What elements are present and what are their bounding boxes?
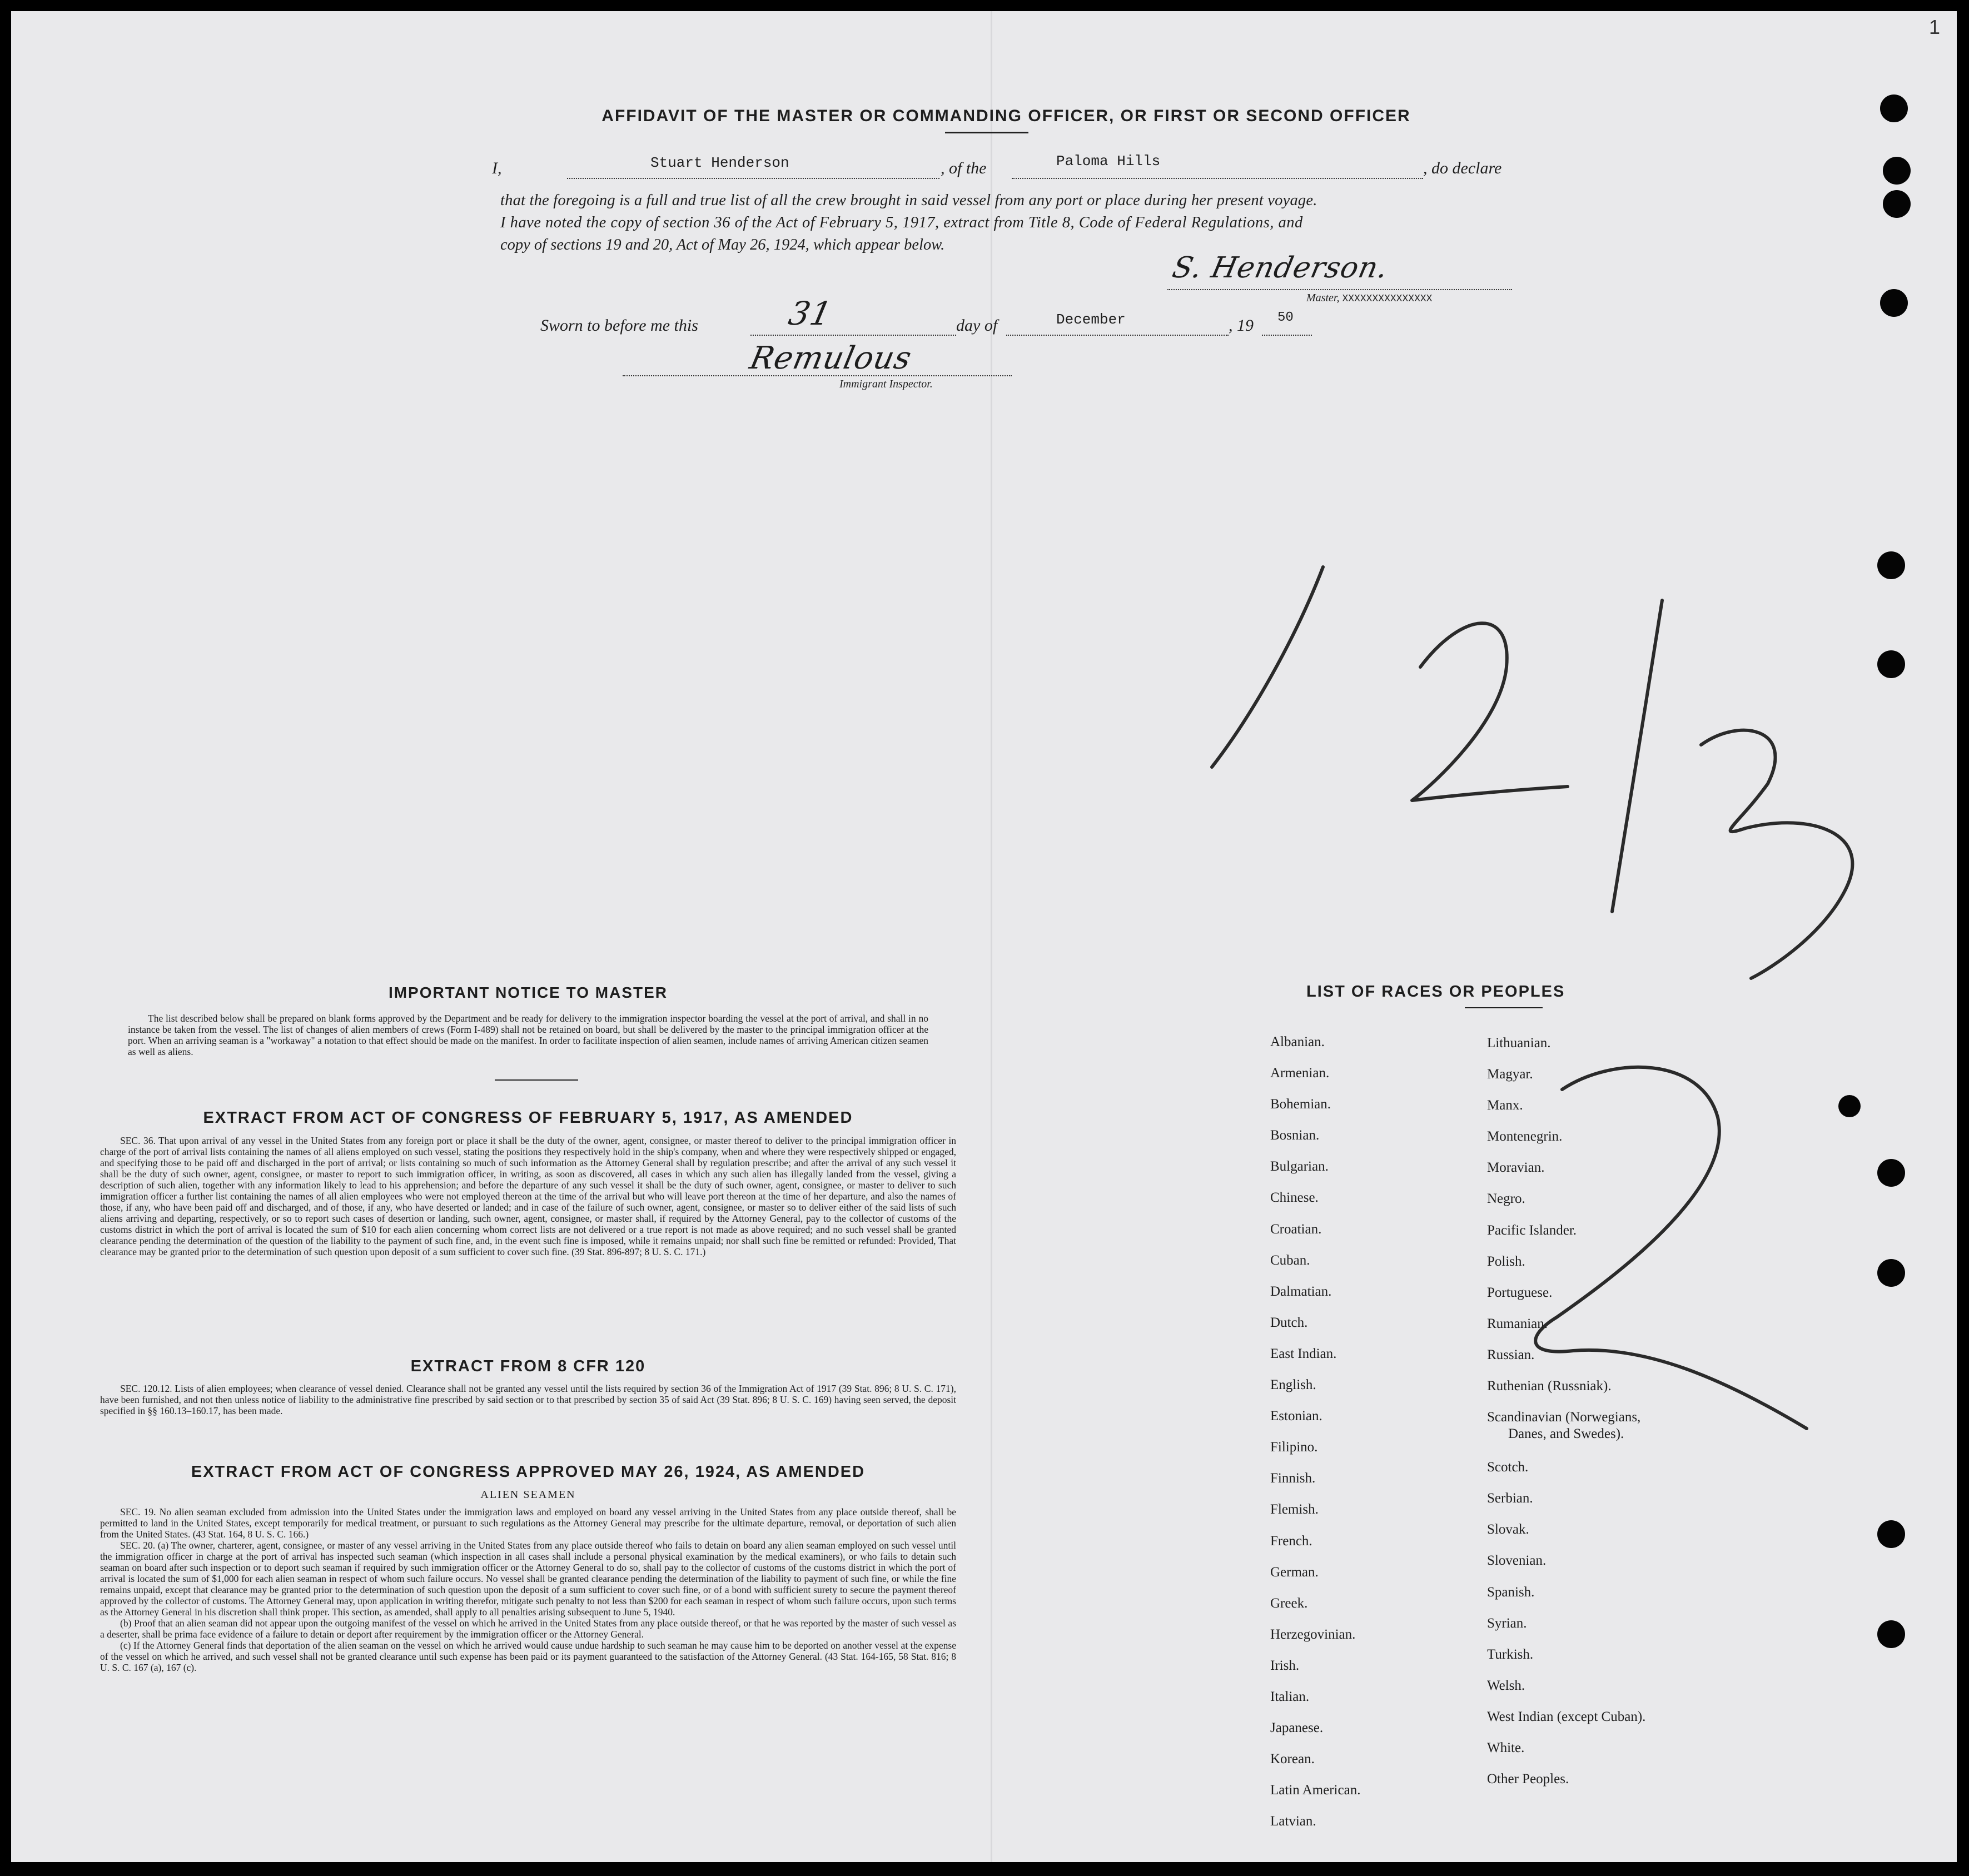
sworn-month: December: [1056, 311, 1126, 328]
affidavit-line-4: copy of sections 19 and 20, Act of May 26, 1924, which appear below.: [500, 236, 945, 253]
race-item: Scotch.: [1487, 1460, 1529, 1475]
race-item: Finnish.: [1270, 1471, 1316, 1486]
extract-8cfr-title: EXTRACT FROM 8 CFR 120: [410, 1357, 646, 1375]
race-item: Dutch.: [1270, 1315, 1308, 1330]
extract-1917-title: EXTRACT FROM ACT OF CONGRESS OF FEBRUARY 5, 1917, AS AMENDED: [203, 1109, 853, 1127]
affidavit-line-3: I have noted the copy of section 36 of the Act of February 5, 1917, extract from Title 8, Code of Federal Regulations, and: [500, 214, 1303, 231]
race-item: Moravian.: [1487, 1160, 1545, 1176]
of-the-label: , of the: [941, 159, 987, 177]
race-item: Bosnian.: [1270, 1128, 1320, 1143]
race-item: Herzegovinian.: [1270, 1626, 1356, 1642]
extract-1924-p2: SEC. 20. (a) The owner, charterer, agent, consignee, or master of any vessel arriving in the United States from any place outside thereof who fails to detain on board any alien seaman employed on such vessel until the immigration officer in charge at the port of arrival has inspected such seaman (which inspection in all cases shall include a personal physical examination by the medical examiners), or who fails to detain such seaman on board after such inspection or to deport such seaman if required by such immigration officer or the Attorney General to do so, shall pay to the collector of customs of the customs district in which the port of arrival is located the sum of $1,000 for each alien seaman in respect of whom such failure occurs. No vessel shall be granted clearance pending the determination of the liability to payment of such fine, or while the fine remains unpaid, except that clearance may be granted prior to the determination of such question upon the deposit of a sum sufficient to cover such fine, or of a bond with sufficient surety to secure the payment thereof approved by the collector of customs. The Attorney General may, upon application in writing therefor, mitigate such penalty to not less than $200 for each seaman in respect of whom such failure occurs, upon such terms as the Attorney General in his discretion shall think proper. This section, as amended, shall apply to all penalties arising subsequent to June 5, 1940.: [100, 1540, 956, 1618]
race-item: Filipino.: [1270, 1440, 1318, 1455]
master-name: Stuart Henderson: [650, 155, 789, 171]
race-item: Latin American.: [1270, 1783, 1361, 1798]
race-item: Japanese.: [1270, 1720, 1324, 1736]
sworn-label: Sworn to before me this: [540, 316, 698, 335]
extract-1917-paragraph: SEC. 36. That upon arrival of any vessel in the United States from any foreign port or place it shall be the duty of the owner, agent, consignee, or master thereof to deliver to the principal immigration officer in charge of the port of arrival lists containing the names of all aliens employed on such vessel, stating the positions they respectively hold in the ship's company, when and where they were respectively shipped or engaged, and specifying those to be paid off and discharged in the port of arrival; or lists containing so much of such information as the Attorney General shall by regulation prescribe; and after the arrival of any such vessel it shall be the duty of such owner, agent, consignee, or master to report to such immigration officer, in writing, as soon as discovered, all cases in which any such alien has illegally landed from the vessel, giving a description of such alien, together with any information likely to lead to his apprehension; and before the departure of any such vessel it shall be the duty of such owner, agent, consignee, or master to deliver to such immigration officer a further list containing the names of all alien employees who were not employed thereon at the time of the arrival but who will leave port thereon at the time of her departure, and also the names of those, if any, who have been paid off and discharged, and of those, if any, who have deserted or landed; and in case of the failure of such owner, agent, consignee, or master so to deliver either of the said lists of such aliens arriving and departing, respectively, or so to report such cases of desertion or landing, such owner, agent, consignee, or master shall, if required by the Attorney General, pay to the collector of customs of the customs district in which the port of arrival is located the sum of $10 for each alien concerning whom correct lists are not delivered or a true report is not made as above required; and no such vessel shall be granted clearance pending the determination of the question of the liability to the payment of such fine, and, in the event such fine is imposed, while it remains unpaid; nor shall such fine be remitted or refunded: Provided, That clearance may be granted prior to the determination of such question upon deposit of a sum sufficient to cover such fine. (39 Stat. 896-897; 8 U. S. C. 171.): [100, 1135, 956, 1257]
extract-1924-p1: SEC. 19. No alien seaman excluded from admission into the United States under the immigration laws and employed on board any vessel arriving in the United States from any place outside thereof, shall be permitted to land in the United States, except temporarily for medical treatment, or pursuant to such regulations as the Attorney General may prescribe for the ultimate departure, removal, or deportation of such alien from the United States. (43 Stat. 164, 8 U. S. C. 166.): [100, 1506, 956, 1540]
affidavit-title: AFFIDAVIT OF THE MASTER OR COMMANDING OFFICER, OR FIRST OR SECOND OFFICER: [601, 107, 1411, 125]
extract-1924-p4: (c) If the Attorney General finds that deportation of the alien seaman on the vessel on which he arrived would cause undue hardship to such seaman he may cause him to be deported on another vessel at the expense of the vessel on which he arrived, and such vessel shall not be granted clearance until such expense has been paid or its payment guaranteed to the satisfaction of the Attorney General. (43 Stat. 164-165, 58 Stat. 816; 8 U. S. C. 167 (a), 167 (c).: [100, 1640, 956, 1673]
race-item-scandinavian: [1487, 1409, 1645, 1459]
race-item: Portuguese.: [1487, 1285, 1553, 1300]
extract-1924-subtitle: ALIEN SEAMEN: [480, 1489, 576, 1501]
race-item: Croatian.: [1270, 1221, 1322, 1237]
document-page: [11, 11, 1957, 1862]
races-rule: [1465, 1007, 1543, 1008]
race-item: Armenian.: [1270, 1066, 1330, 1081]
scandinavian-line-2: Danes, and Swedes).: [1508, 1426, 1624, 1442]
extract-1917-text: [100, 1135, 956, 1257]
vessel-name: Paloma Hills: [1056, 153, 1161, 170]
day-of-label: day of: [956, 316, 998, 335]
race-item: Syrian.: [1487, 1615, 1527, 1631]
race-item: Turkish.: [1487, 1646, 1534, 1662]
handwritten-12-3: [1212, 567, 1852, 978]
year-prefix: , 19: [1229, 316, 1254, 335]
race-item: Negro.: [1487, 1191, 1525, 1207]
race-item: Bohemian.: [1270, 1097, 1331, 1112]
i-label: I,: [492, 159, 502, 177]
race-item: Flemish.: [1270, 1502, 1319, 1517]
extract-1924-text: [100, 1506, 956, 1673]
race-item: White.: [1487, 1740, 1525, 1755]
extract-8cfr-paragraph: SEC. 120.12. Lists of alien employees; when clearance of vessel denied. Clearance shall not be granted any vessel until the lists required by section 36 of the Immigration Act of 1917 (39 Stat. 896; 8 U. S. C. 171), have been furnished, and not then unless notice of liability to the administrative fine prescribed by said section or to that prescribed by section 35 of said Act (39 Stat. 896; 8 U. S. C. 169) having seen served, the deposit specified in §§ 160.13–160.17, has been made.: [100, 1383, 956, 1416]
race-item: Manx.: [1487, 1098, 1523, 1113]
race-item: German.: [1270, 1564, 1319, 1580]
race-item: Rumanian.: [1487, 1316, 1548, 1331]
corner-mark: 1: [1928, 16, 1940, 38]
races-title: LIST OF RACES OR PEOPLES: [1306, 983, 1565, 1001]
inspector-label: Immigrant Inspector.: [839, 378, 933, 390]
extract-8cfr-text: [100, 1383, 956, 1416]
race-item: English.: [1270, 1377, 1316, 1393]
race-item: Pacific Islander.: [1487, 1222, 1577, 1238]
master-struck-text: XXXXXXXXXXXXXXX: [1342, 293, 1433, 305]
race-item: Slovak.: [1487, 1522, 1529, 1537]
race-item: Latvian.: [1270, 1814, 1316, 1829]
race-item: Slovenian.: [1487, 1553, 1547, 1569]
year-suffix: 50: [1277, 310, 1294, 325]
race-item: Welsh.: [1487, 1678, 1525, 1693]
scandinavian-line-1: Scandinavian (Norwegians,: [1487, 1410, 1641, 1425]
race-item: Russian.: [1487, 1347, 1535, 1362]
sworn-day: 31: [785, 295, 836, 332]
race-item: Dalmatian.: [1270, 1283, 1332, 1299]
master-signature: S. Henderson.: [1169, 251, 1391, 285]
notice-paragraph: The list described below shall be prepared on blank forms approved by the Department and be ready for delivery to the immigration inspector boarding the vessel at the port of arrival, and shall in no instance be taken from the vessel. The list of changes of alien members of crews (Form I-489) shall not be retained on board, but shall be delivered by the master to the principal immigration officer at the port. When an arriving seaman is a "workaway" a notation to that effect should be made on the manifest. In order to facilitate inspection of alien seamen, include names of arriving American citizen seamen as well as aliens.: [128, 1013, 928, 1057]
race-item: Lithuanian.: [1487, 1036, 1551, 1051]
race-item: West Indian (except Cuban).: [1487, 1709, 1646, 1724]
race-item: Serbian.: [1487, 1491, 1533, 1506]
notice-text: [128, 1013, 928, 1057]
affidavit-line-2: that the foregoing is a full and true list of all the crew brought in said vessel from any port or place during her present voyage.: [500, 192, 1317, 209]
race-item: French.: [1270, 1533, 1312, 1549]
race-item: Estonian.: [1270, 1409, 1322, 1424]
race-item: Polish.: [1487, 1253, 1525, 1269]
race-item: Albanian.: [1270, 1034, 1325, 1049]
races-left-column: [1270, 1034, 1360, 1844]
extract-1924-title: EXTRACT FROM ACT OF CONGRESS APPROVED MAY 26, 1924, AS AMENDED: [191, 1463, 866, 1481]
race-item: Spanish.: [1487, 1584, 1535, 1600]
do-declare-label: , do declare: [1423, 159, 1502, 177]
race-item: Other Peoples.: [1487, 1771, 1569, 1787]
race-item: Magyar.: [1487, 1067, 1533, 1082]
notice-title: IMPORTANT NOTICE TO MASTER: [388, 984, 668, 1001]
inspector-signature: Remulous: [747, 340, 915, 376]
race-item: Chinese.: [1270, 1190, 1319, 1206]
master-label-text: Master,: [1306, 292, 1340, 304]
race-item: Italian.: [1270, 1689, 1310, 1704]
extract-1924-p3: (b) Proof that an alien seaman did not appear upon the outgoing manifest of the vessel on which he arrived in the United States from any place outside thereof, or that he was reported by the master of such vessel as a deserter, shall be prima face evidence of a failure to detain or deport after requirement by the immigration officer or the Attorney General.: [100, 1618, 956, 1640]
race-item: Korean.: [1270, 1751, 1315, 1767]
race-item: Montenegrin.: [1487, 1129, 1563, 1144]
races-right-column: [1487, 1035, 1645, 1802]
notice-rule: [495, 1079, 578, 1081]
race-item: Irish.: [1270, 1658, 1300, 1673]
race-item: Cuban.: [1270, 1252, 1310, 1268]
race-item: Ruthenian (Russniak).: [1487, 1379, 1612, 1394]
race-item: Greek.: [1270, 1595, 1308, 1611]
race-item: East Indian.: [1270, 1346, 1337, 1361]
race-item: Bulgarian.: [1270, 1159, 1329, 1175]
